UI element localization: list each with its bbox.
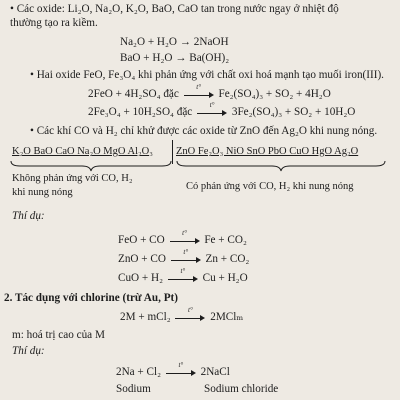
bullet-oxides-water-cont: thường tạo ra kiềm.: [10, 17, 98, 29]
equation-bao: BaO + H₂O → Ba(OH)₂: [120, 52, 230, 64]
equation-right: Fe₂(SO₄)₃ + SO₂ + 4H₂O: [218, 88, 331, 100]
name-sodium-chloride: Sodium chloride: [204, 383, 279, 395]
equation-left: 2FeO + 4H₂SO₄ đặc: [88, 88, 179, 100]
right-brace-icon: [176, 160, 386, 172]
group-divider: [172, 140, 173, 164]
reaction-arrow-icon: t°: [168, 273, 198, 283]
reaction-arrow-icon: t°: [166, 367, 196, 377]
equation-feo-co: FeO + CO t° Fe + CO₂: [118, 229, 247, 246]
reaction-arrow-icon: t°: [197, 107, 227, 117]
bullet-iron-oxides: • Hai oxide FeO, Fe₃O₄ khi phản ứng với chất oxi hoá mạnh tạo muối iron(III).: [30, 69, 384, 81]
equation-zno-co: ZnO + CO t° Zn + CO₂: [118, 248, 250, 265]
equation-m-cl2: 2M + mCl₂ t° 2MClₘ: [120, 306, 244, 323]
oxide-group-reactive: ZnO Fe₂O₃ NiO SnO PbO CuO HgO Ag₂O: [176, 146, 359, 157]
reaction-arrow-icon: t°: [184, 89, 214, 99]
section-heading-chlorine: 2. Tác dụng với chlorine (trừ Au, Pt): [4, 292, 178, 304]
equation-na2o: Na₂O + H₂O → 2NaOH: [120, 36, 229, 48]
left-brace-icon: [10, 160, 172, 172]
reaction-arrow-icon: t°: [171, 254, 201, 264]
caption-nonreactive-cont: khi nung nóng: [12, 187, 73, 198]
bullet-co-h2-reduction: • Các khí CO và H₂ chỉ khử được các oxide từ ZnO đến Ag₂O khi nung nóng.: [30, 125, 378, 137]
equation-cuo-h2: CuO + H₂ t° Cu + H₂O: [118, 267, 248, 284]
reaction-arrow-icon: t°: [170, 235, 200, 245]
oxide-group-nonreactive: K₂O BaO CaO Na₂O MgO Al₂O₃: [12, 146, 153, 157]
caption-nonreactive: Không phản ứng với CO, H₂: [12, 173, 133, 184]
bullet-oxides-water: • Các oxide: Li₂O, Na₂O, K₂O, BaO, CaO tan trong nước ngay ở nhiệt độ: [10, 3, 339, 15]
name-sodium: Sodium: [116, 383, 151, 395]
equation-left: 2Fe₃O₄ + 10H₂SO₄ đặc: [88, 106, 193, 118]
example-label-2: Thí dụ:: [12, 345, 45, 357]
caption-reactive: Có phản ứng với CO, H₂ khi nung nóng: [186, 181, 354, 192]
equation-feo-h2so4: [88, 83, 331, 101]
valence-note: m: hoá trị cao của M: [12, 329, 105, 341]
equation-fe3o4-h2so4: [88, 101, 356, 119]
example-label: Thí dụ:: [12, 210, 45, 222]
reaction-arrow-icon: t°: [175, 312, 205, 322]
equation-right: 3Fe₂(SO₄)₃ + SO₂ + 10H₂O: [231, 106, 356, 118]
equation-na-cl2: 2Na + Cl₂ t° 2NaCl: [116, 361, 230, 378]
